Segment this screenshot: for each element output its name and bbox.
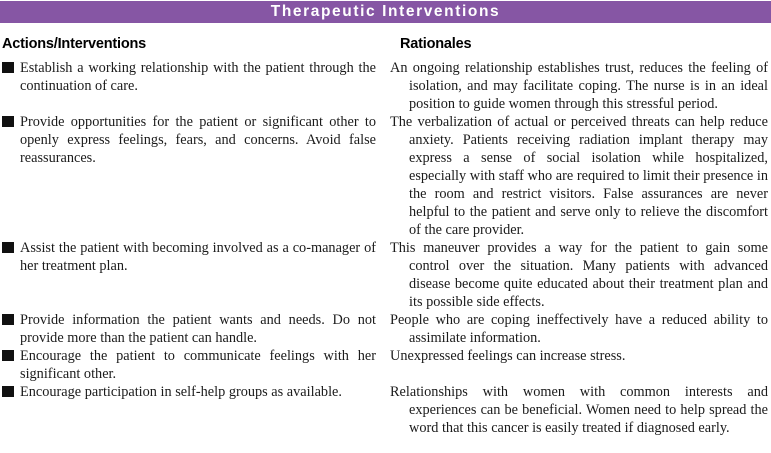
rationale-text: An ongoing relationship establishes trust, reduces the feeling of isolation, and may facilitate coping. The nurse is in an ideal position to guide women through this stressful period. — [390, 60, 768, 112]
table-title: Therapeutic Interventions — [270, 2, 501, 20]
action-cell — [2, 383, 390, 437]
rationale-text: Unexpressed feelings can increase stress. — [390, 348, 626, 364]
table-title-bar — [0, 1, 771, 23]
bullet-square-icon — [2, 116, 14, 127]
action-cell — [2, 347, 390, 383]
table-row — [2, 347, 769, 383]
rationale-text: People who are coping ineffectively have a reduced ability to assimilate information. — [390, 312, 768, 346]
column-headers — [0, 23, 771, 58]
table-row — [2, 239, 769, 311]
action-text: Encourage participation in self-help groups as available. — [20, 384, 342, 400]
bullet-square-icon — [2, 242, 14, 253]
table-row — [2, 59, 769, 113]
table-row — [2, 383, 769, 437]
action-text: Establish a working relationship with the patient through the continuation of care. — [20, 60, 376, 94]
rationales-column-header: Rationales — [400, 36, 472, 52]
bullet-square-icon — [2, 386, 14, 397]
action-text: Provide information the patient wants and needs. Do not provide more than the patient can handle. — [20, 312, 376, 346]
action-cell — [2, 239, 390, 311]
actions-column-header: Actions/Interventions — [2, 36, 147, 52]
bullet-square-icon — [2, 314, 14, 325]
table-row — [2, 311, 769, 347]
action-cell — [2, 59, 390, 113]
rationale-text: This maneuver provides a way for the patient to gain some control over the situation. Many patients with advanced disease become quite educated about their treatment plan and its possible side effects. — [390, 240, 768, 310]
bullet-square-icon — [2, 350, 14, 361]
action-text: Provide opportunities for the patient or significant other to openly express feelings, fears, and concerns. Avoid false reassurances. — [20, 114, 376, 166]
table-row — [2, 113, 769, 239]
rationale-text: Relationships with women with common interests and experiences can be beneficial. Women need to help spread the word that this cancer is easily treated if diagnosed early. — [390, 384, 768, 436]
action-text: Assist the patient with becoming involved as a co-manager of her treatment plan. — [20, 240, 376, 274]
action-cell — [2, 311, 390, 347]
action-text: Encourage the patient to communicate feelings with her significant other. — [20, 348, 376, 382]
action-cell — [2, 113, 390, 239]
table-body — [0, 58, 771, 437]
rationale-text: The verbalization of actual or perceived threats can help reduce anxiety. Patients receiving radiation implant therapy may express a sense of social isolation while hospitalized, especially with staff who are required to limit their presence in the room and restrict visitors. False assurances are never helpful to the patient and serve only to relieve the discomfort of the care provider. — [390, 114, 768, 238]
bullet-square-icon — [2, 62, 14, 73]
